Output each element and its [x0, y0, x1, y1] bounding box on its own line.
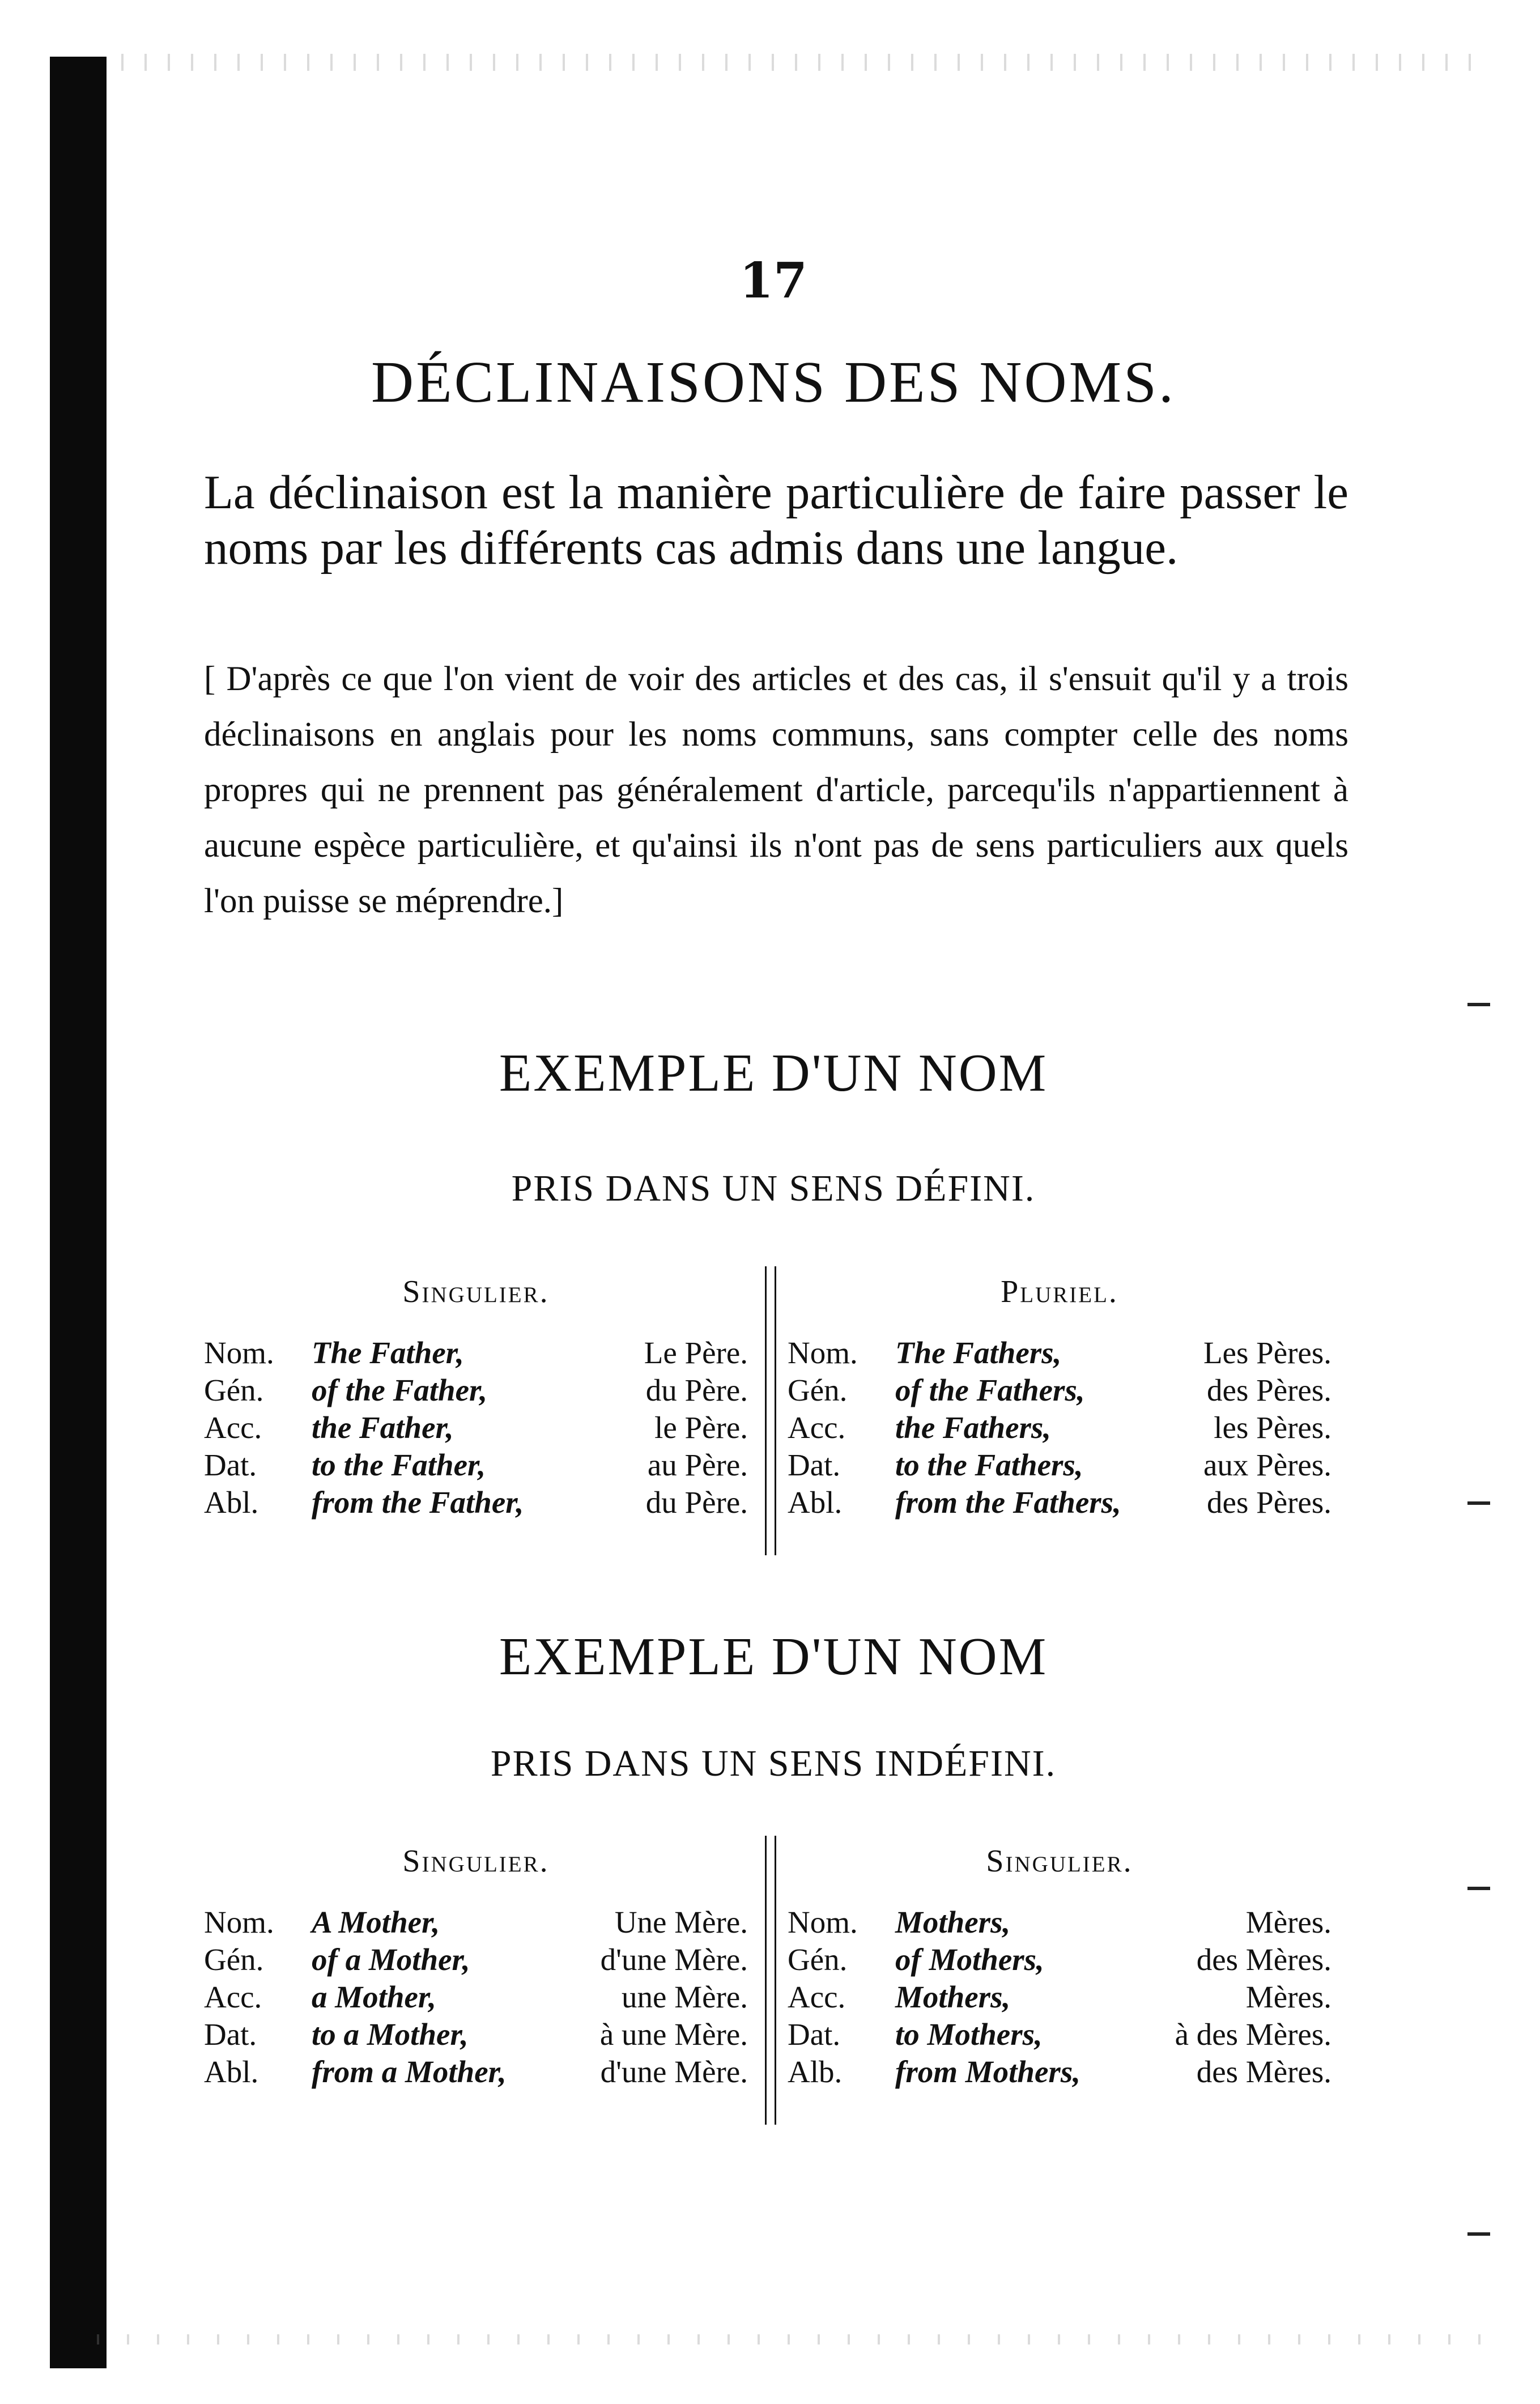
french-form: d'une Mère. [600, 2054, 748, 2089]
french-form: au Père. [647, 1448, 748, 1482]
column-divider [765, 1836, 776, 2125]
french-form: aux Pères. [1203, 1448, 1331, 1482]
book-page [187, 0, 1360, 2404]
declension-row [788, 1446, 1331, 1484]
declension-row [204, 1904, 748, 1941]
french-form: Mères. [1245, 1905, 1331, 1939]
case-label: Acc. [204, 1980, 262, 2014]
declension-row [788, 1978, 1331, 2016]
english-form: a Mother, [312, 1980, 437, 2014]
declension-row [788, 1941, 1331, 1978]
declension-row [204, 2016, 748, 2053]
english-form: The Fathers, [895, 1335, 1062, 1370]
column-header: Singulier. [402, 1274, 550, 1309]
declension-row [788, 2016, 1331, 2053]
declension-row [788, 1409, 1331, 1446]
case-label: Gén. [204, 1373, 264, 1407]
case-label: Nom. [204, 1905, 274, 1939]
plural-column [788, 1836, 1331, 2091]
declension-row [788, 2053, 1331, 2091]
note-paragraph: [ D'après ce que l'on vient de voir des articles et des cas, il s'ensuit qu'il y a trois déclinaisons en anglais pour les noms communs, sans compter celle des noms propres qui ne prennent pas généralement d'article, parcequ'ils n'appartiennent à aucune espèce particulière, et qu'ainsi ils n'ont pas de sens particuliers aux quels l'on puisse se méprendre.] [204, 660, 1348, 920]
french-form: une Mère. [622, 1980, 748, 2014]
case-label: Gén. [788, 1373, 848, 1407]
case-label: Abl. [788, 1485, 843, 1520]
english-form: from the Fathers, [895, 1485, 1121, 1520]
french-form: à une Mère. [599, 2017, 748, 2052]
example-subtitle: PRIS DANS UN SENS INDÉFINI. [490, 1743, 1057, 1784]
column-divider [765, 1266, 776, 1555]
singular-column [204, 1266, 748, 1521]
case-label: Abl. [204, 2054, 259, 2089]
french-form: du Père. [645, 1485, 748, 1520]
english-form: Mothers, [895, 1980, 1011, 2014]
column-header: Singulier. [402, 1844, 550, 1879]
case-label: Gén. [204, 1942, 264, 1977]
french-form: les Pères. [1214, 1410, 1331, 1445]
case-label: Dat. [204, 2017, 257, 2052]
english-form: from a Mother, [312, 2054, 507, 2089]
declension-row [204, 1334, 748, 1372]
example-subtitle: PRIS DANS UN SENS DÉFINI. [511, 1168, 1036, 1209]
french-form: des Pères. [1207, 1373, 1331, 1407]
declension-row [204, 1372, 748, 1409]
declension-row [204, 1409, 748, 1446]
case-label: Nom. [788, 1335, 858, 1370]
english-form: to Mothers, [895, 2017, 1043, 2052]
french-form: des Mères. [1196, 2054, 1331, 2089]
english-form: to the Fathers, [895, 1448, 1083, 1482]
column-header: Singulier. [986, 1844, 1133, 1879]
french-form: Mères. [1245, 1980, 1331, 2014]
english-form: The Father, [312, 1335, 464, 1370]
declension-row [204, 1978, 748, 2016]
case-label: Dat. [788, 1448, 841, 1482]
case-label: Acc. [788, 1980, 846, 2014]
french-form: le Père. [654, 1410, 748, 1445]
french-form: du Père. [645, 1373, 748, 1407]
french-form: Une Mère. [614, 1905, 748, 1939]
plural-column [788, 1266, 1331, 1521]
english-form: Mothers, [895, 1905, 1011, 1939]
case-label: Dat. [204, 1448, 257, 1482]
case-label: Dat. [788, 2017, 841, 2052]
page-number: 17 [739, 252, 807, 309]
english-form: the Fathers, [895, 1410, 1052, 1445]
declension-row [788, 1334, 1331, 1372]
declension-row [204, 1941, 748, 1978]
singular-column [204, 1836, 748, 2091]
english-form: of a Mother, [312, 1942, 470, 1977]
margin-mark [1467, 1003, 1490, 1006]
case-label: Acc. [788, 1410, 846, 1445]
declension-row [788, 1372, 1331, 1409]
declension-row [204, 2053, 748, 2091]
declension-row [788, 1904, 1331, 1941]
english-form: to a Mother, [312, 2017, 469, 2052]
french-form: d'une Mère. [600, 1942, 748, 1977]
example-title: EXEMPLE D'UN NOM [499, 1627, 1048, 1686]
english-form: of the Fathers, [895, 1373, 1085, 1407]
case-label: Acc. [204, 1410, 262, 1445]
book-spine-shadow [50, 57, 107, 2368]
english-form: of the Father, [312, 1373, 488, 1407]
english-form: the Father, [312, 1410, 454, 1445]
chapter-title: DÉCLINAISONS DES NOMS. [371, 350, 1176, 415]
english-form: to the Father, [312, 1448, 486, 1482]
declension-row [204, 1484, 748, 1521]
declension-table [204, 1836, 1348, 2125]
french-form: des Pères. [1207, 1485, 1331, 1520]
english-form: from the Father, [312, 1485, 524, 1520]
french-form: à des Mères. [1175, 2017, 1331, 2052]
margin-mark [1467, 2232, 1490, 2236]
declension-row [204, 1446, 748, 1484]
case-label: Nom. [788, 1905, 858, 1939]
declension-row [788, 1484, 1331, 1521]
english-form: A Mother, [312, 1905, 440, 1939]
intro-paragraph: La déclinaison est la manière particulière de faire passer le noms par les différents cas admis dans une langue. [204, 466, 1348, 575]
declension-table [204, 1266, 1348, 1555]
margin-mark [1467, 1887, 1490, 1890]
column-header: Pluriel. [1001, 1274, 1118, 1309]
english-form: from Mothers, [895, 2054, 1080, 2089]
case-label: Abl. [204, 1485, 259, 1520]
case-label: Gén. [788, 1942, 848, 1977]
french-form: des Mères. [1196, 1942, 1331, 1977]
english-form: of Mothers, [895, 1942, 1044, 1977]
case-label: Alb. [788, 2054, 843, 2089]
case-label: Nom. [204, 1335, 274, 1370]
french-form: Le Père. [644, 1335, 748, 1370]
margin-mark [1467, 1501, 1490, 1505]
example-title: EXEMPLE D'UN NOM [499, 1044, 1048, 1103]
french-form: Les Pères. [1203, 1335, 1331, 1370]
